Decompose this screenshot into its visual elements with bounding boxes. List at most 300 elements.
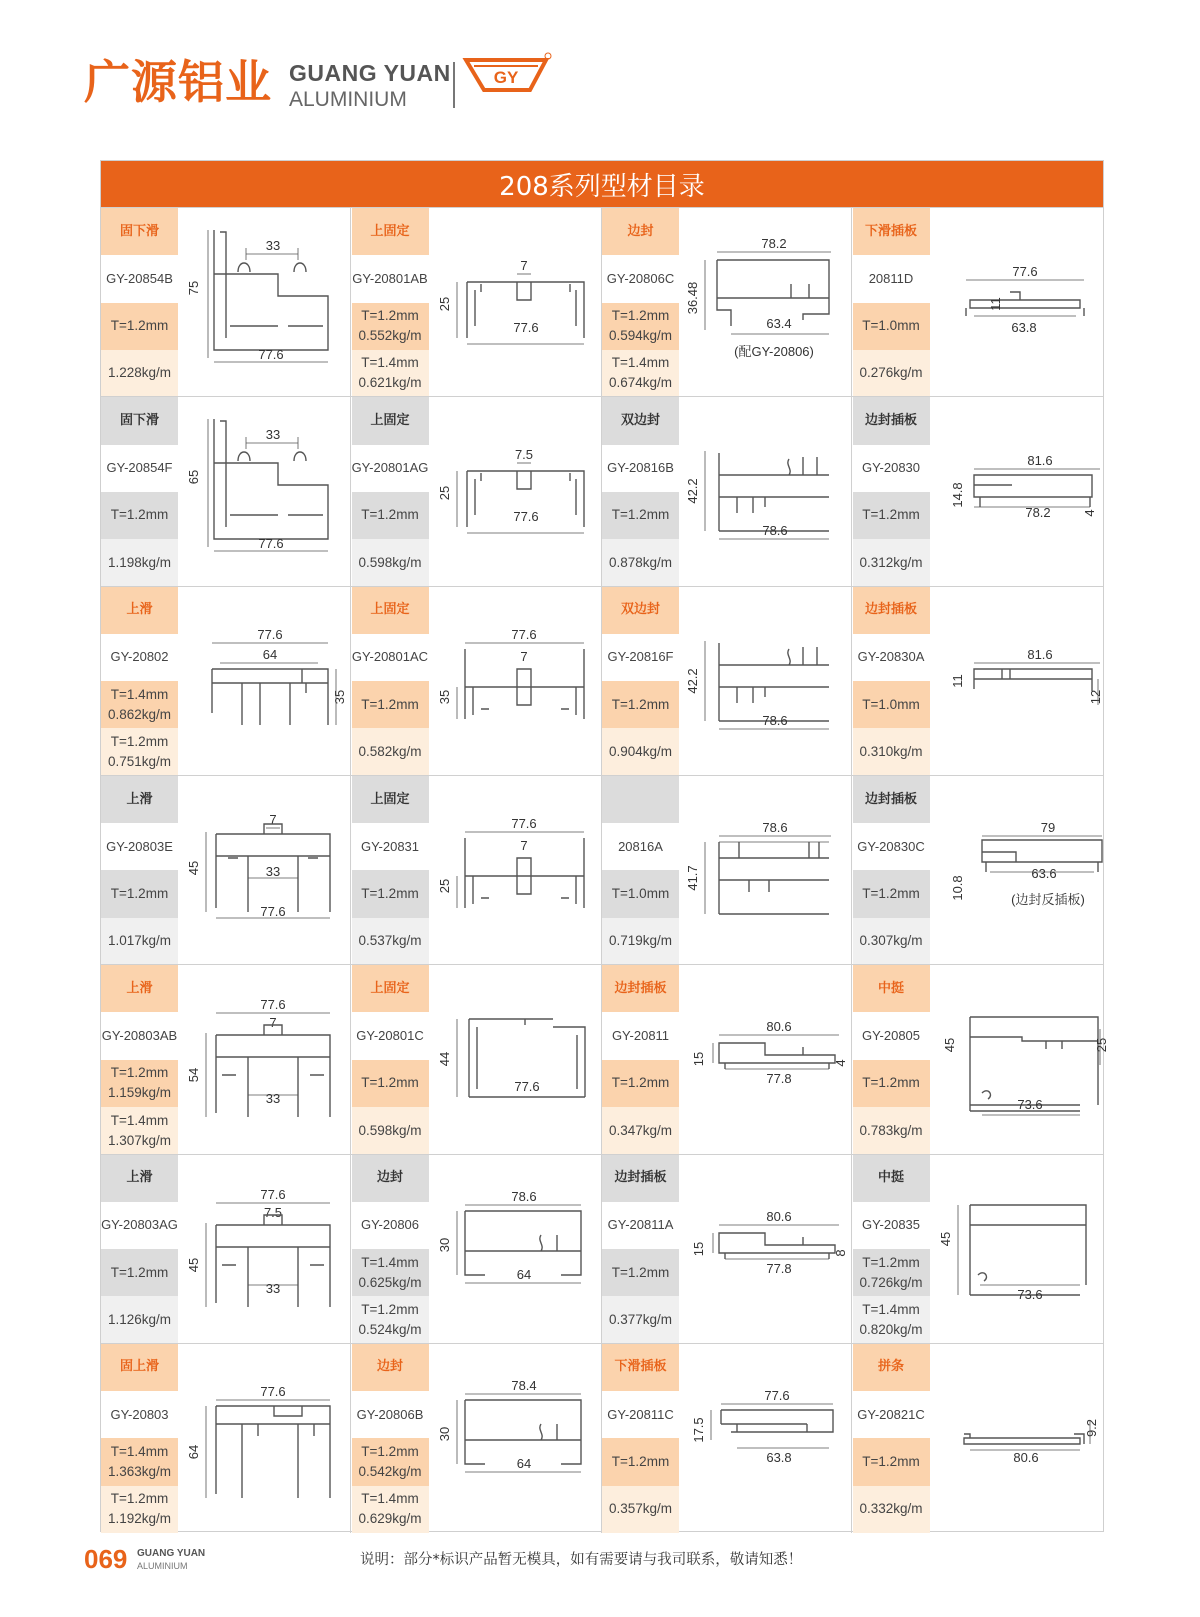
profile-labels <box>853 965 930 1154</box>
svg-text:7: 7 <box>519 837 528 853</box>
catalog-row <box>101 586 1103 775</box>
profile-spec-secondary <box>602 728 679 775</box>
spec-line: 0.719kg/m <box>608 933 673 949</box>
spec-line: 0.904kg/m <box>608 743 673 759</box>
spec-line: T=1.2mm <box>862 1453 920 1469</box>
spec-line: 0.524kg/m <box>358 1321 422 1337</box>
profile-labels <box>352 208 429 397</box>
profile-section-diagram <box>429 1155 601 1344</box>
profile-card <box>853 397 1103 586</box>
profile-drawing <box>679 1155 851 1344</box>
profile-spec-primary <box>853 1249 930 1296</box>
svg-text:77.6: 77.6 <box>260 903 286 919</box>
page-header <box>84 52 604 122</box>
svg-text:25: 25 <box>436 486 452 501</box>
profile-labels <box>853 1344 930 1533</box>
profile-code: GY-20830 <box>853 445 930 492</box>
spec-line: T=1.2mm <box>862 886 920 902</box>
brand-subtitle-en: ALUMINIUM <box>289 88 407 111</box>
profile-card <box>352 208 602 397</box>
profile-spec-primary <box>602 1438 679 1485</box>
svg-text:81.6: 81.6 <box>1026 453 1053 469</box>
profile-card <box>602 1155 852 1344</box>
profile-spec-primary <box>101 1060 178 1107</box>
svg-text:14.8: 14.8 <box>949 482 965 508</box>
profile-name: 固上滑 <box>101 1344 178 1391</box>
spec-line: T=1.2mm <box>110 1491 169 1507</box>
catalog-row <box>101 964 1109 1153</box>
svg-text:77.6: 77.6 <box>513 1079 540 1095</box>
spec-line: 0.537kg/m <box>358 933 422 949</box>
profile-spec-primary <box>101 1438 178 1485</box>
profile-section-diagram <box>178 776 350 965</box>
page-number: 069 <box>84 1544 128 1574</box>
svg-text:25: 25 <box>436 296 452 312</box>
svg-text:81.6: 81.6 <box>1026 646 1053 662</box>
spec-line: 0.598kg/m <box>358 554 422 570</box>
spec-line: T=1.0mm <box>611 886 670 902</box>
spec-line: T=1.2mm <box>361 507 419 523</box>
spec-line: 1.017kg/m <box>107 933 172 949</box>
spec-line: 0.347kg/m <box>608 1122 673 1138</box>
profile-spec-primary <box>602 303 679 350</box>
brand-name-en: GUANG YUAN <box>289 60 451 86</box>
profile-card <box>352 1155 602 1344</box>
spec-line: T=1.2mm <box>611 1264 670 1280</box>
profile-spec-primary <box>853 1060 930 1107</box>
profile-labels <box>602 1155 679 1344</box>
spec-line: 0.878kg/m <box>608 554 673 570</box>
spec-line: T=1.4mm <box>110 1112 169 1128</box>
profile-spec-secondary <box>352 1486 429 1533</box>
profile-spec-primary <box>101 303 178 350</box>
svg-text:64: 64 <box>516 1455 531 1471</box>
svg-text:63.6: 63.6 <box>1030 865 1057 881</box>
profile-labels <box>352 587 429 776</box>
profile-name: 边封 <box>352 1344 429 1391</box>
spec-line: T=1.4mm <box>361 355 419 371</box>
profile-spec-primary <box>853 681 930 728</box>
profile-section-diagram <box>930 1155 1102 1344</box>
svg-text:42.2: 42.2 <box>685 667 700 694</box>
profile-name: 边封插板 <box>853 776 930 823</box>
svg-text:7.5: 7.5 <box>263 1204 283 1220</box>
profile-drawing <box>429 965 601 1154</box>
profile-labels <box>602 1344 679 1533</box>
profile-drawing <box>429 776 601 965</box>
profile-drawing <box>178 397 350 586</box>
profile-section-diagram <box>679 1155 851 1344</box>
svg-text:78.4: 78.4 <box>510 1377 537 1393</box>
profile-spec-primary <box>602 1060 679 1107</box>
spec-line: 1.159kg/m <box>107 1085 172 1101</box>
profile-code: GY-20830C <box>853 823 930 870</box>
footer-brand-sub: ALUMINIUM <box>137 1561 188 1571</box>
svg-text:30: 30 <box>436 1237 452 1252</box>
profile-spec-secondary <box>853 350 930 397</box>
profile-drawing <box>178 776 350 965</box>
profile-spec-primary <box>352 303 429 350</box>
profile-spec-secondary <box>101 1486 178 1533</box>
svg-text:77.6: 77.6 <box>260 1383 286 1399</box>
profile-drawing <box>178 1155 350 1344</box>
svg-text:33: 33 <box>265 863 281 879</box>
profile-name: 下滑插板 <box>602 1344 679 1391</box>
profile-spec-secondary <box>352 539 429 586</box>
profile-labels <box>602 587 679 776</box>
spec-line: T=1.4mm <box>110 686 169 702</box>
profile-labels <box>853 397 930 586</box>
svg-text:4: 4 <box>1081 509 1097 517</box>
profile-drawing <box>429 587 601 776</box>
profile-spec-primary <box>352 1060 429 1107</box>
spec-line: 0.674kg/m <box>608 375 673 391</box>
profile-spec-secondary <box>101 539 178 586</box>
spec-line: T=1.2mm <box>110 1065 169 1081</box>
svg-text:7: 7 <box>269 1015 277 1031</box>
spec-line: 1.198kg/m <box>107 554 172 570</box>
profile-spec-primary <box>602 681 679 728</box>
svg-text:54: 54 <box>186 1067 201 1083</box>
profile-spec-primary <box>602 1249 679 1296</box>
profile-card <box>602 776 852 965</box>
profile-spec-secondary <box>352 1296 429 1343</box>
spec-line: 0.582kg/m <box>358 743 422 759</box>
spec-line: T=1.2mm <box>110 886 169 902</box>
header-divider <box>453 62 455 108</box>
profile-name: 边封 <box>352 1155 429 1202</box>
spec-line: T=1.2mm <box>361 1443 419 1459</box>
svg-text:63.8: 63.8 <box>766 1449 792 1465</box>
profile-drawing <box>679 776 851 965</box>
profile-card <box>352 1344 602 1533</box>
spec-line: T=1.4mm <box>361 1491 419 1507</box>
profile-section-diagram <box>429 587 601 776</box>
profile-spec-secondary <box>352 918 429 965</box>
profile-code: GY-20805 <box>853 1012 930 1059</box>
svg-text:63.8: 63.8 <box>1010 320 1037 335</box>
profile-name: 拼条 <box>853 1344 930 1391</box>
profile-drawing <box>178 587 350 776</box>
profile-section-diagram <box>679 587 851 776</box>
svg-text:9.2: 9.2 <box>1083 1418 1099 1437</box>
profile-section-diagram <box>178 965 350 1154</box>
svg-text:41.7: 41.7 <box>685 865 700 891</box>
profile-spec-secondary <box>101 918 178 965</box>
svg-text:77.8: 77.8 <box>766 1260 792 1276</box>
profile-spec-primary <box>352 492 429 539</box>
spec-line: T=1.2mm <box>110 507 169 523</box>
profile-code: 20816A <box>602 823 679 870</box>
profile-drawing <box>429 397 601 586</box>
spec-line: 0.310kg/m <box>859 743 923 759</box>
profile-code: GY-20831 <box>352 823 429 870</box>
svg-text:78.6: 78.6 <box>762 712 788 728</box>
spec-line: 0.726kg/m <box>859 1274 923 1290</box>
spec-line: T=1.4mm <box>862 1301 920 1317</box>
profile-name <box>602 776 679 823</box>
profile-code: GY-20835 <box>853 1202 930 1249</box>
profile-section-diagram <box>679 965 851 1154</box>
profile-code: GY-20806 <box>352 1202 429 1249</box>
profile-code: GY-20803AB <box>101 1012 178 1059</box>
profile-spec-secondary <box>101 1107 178 1154</box>
profile-card <box>853 776 1103 965</box>
spec-line: 1.307kg/m <box>107 1132 172 1148</box>
catalog-row <box>101 1343 1103 1532</box>
profile-labels <box>101 1155 178 1344</box>
spec-line: T=1.2mm <box>110 1264 169 1280</box>
spec-line: 1.363kg/m <box>107 1463 172 1479</box>
profile-card <box>101 965 351 1154</box>
spec-line: T=1.0mm <box>862 318 920 334</box>
profile-spec-secondary <box>853 1107 930 1154</box>
profile-code: GY-20806B <box>352 1391 429 1438</box>
svg-text:77.6: 77.6 <box>764 1387 790 1403</box>
profile-spec-secondary <box>352 1107 429 1154</box>
svg-text:44: 44 <box>436 1051 452 1067</box>
profile-labels <box>101 965 178 1154</box>
profile-name: 固下滑 <box>101 208 178 255</box>
profile-card <box>101 587 351 776</box>
profile-code: GY-20830A <box>853 634 930 681</box>
spec-line: T=1.2mm <box>611 1075 670 1091</box>
profile-card <box>602 208 852 397</box>
svg-text:45: 45 <box>937 1231 953 1246</box>
spec-line: T=1.2mm <box>611 1453 670 1469</box>
profile-labels <box>101 397 178 586</box>
spec-line: 0.552kg/m <box>358 328 422 344</box>
profile-spec-secondary <box>602 918 679 965</box>
profile-name: 双边封 <box>602 587 679 634</box>
catalog-row <box>101 207 1103 396</box>
profile-labels <box>101 587 178 776</box>
profile-labels <box>853 208 930 397</box>
profile-spec-secondary <box>602 539 679 586</box>
profile-labels <box>853 587 930 776</box>
spec-line: T=1.2mm <box>611 507 670 523</box>
spec-line: T=1.2mm <box>110 318 169 334</box>
profile-spec-primary <box>853 303 930 350</box>
spec-line: 0.542kg/m <box>358 1463 422 1479</box>
svg-text:78.6: 78.6 <box>510 1188 537 1204</box>
profile-spec-secondary <box>602 1107 679 1154</box>
profile-drawing <box>679 208 851 397</box>
svg-text:77.8: 77.8 <box>766 1071 792 1087</box>
spec-line: T=1.2mm <box>361 1075 419 1091</box>
spec-line: T=1.2mm <box>611 308 670 324</box>
spec-line: 0.276kg/m <box>859 365 923 381</box>
profile-card <box>352 776 602 965</box>
svg-text:11: 11 <box>949 673 965 688</box>
spec-line: T=1.4mm <box>361 1254 419 1270</box>
spec-line: 0.621kg/m <box>358 375 422 391</box>
profile-drawing <box>679 587 851 776</box>
svg-text:75: 75 <box>186 280 201 296</box>
spec-line: 1.228kg/m <box>107 365 172 381</box>
svg-text:77.6: 77.6 <box>260 1186 286 1202</box>
profile-name: 上固定 <box>352 776 429 823</box>
profile-drawing <box>178 208 350 397</box>
profile-code: GY-20801AC <box>352 634 429 681</box>
profile-section-diagram <box>930 208 1102 397</box>
profile-card <box>101 1155 351 1344</box>
profile-code: GY-20801C <box>352 1012 429 1059</box>
profile-name: 边封插板 <box>602 1155 679 1202</box>
profile-spec-secondary <box>602 350 679 397</box>
svg-text:4: 4 <box>833 1059 848 1067</box>
spec-line: 1.126kg/m <box>107 1311 172 1327</box>
svg-text:77.6: 77.6 <box>512 509 539 525</box>
profile-name: 边封 <box>602 208 679 255</box>
spec-line: 0.357kg/m <box>608 1501 673 1517</box>
spec-line: T=1.2mm <box>611 696 670 712</box>
profile-code: GY-20816F <box>602 634 679 681</box>
profile-name: 上滑 <box>101 965 178 1012</box>
profile-section-diagram <box>930 965 1109 1154</box>
profile-drawing <box>178 965 350 1154</box>
svg-text:15: 15 <box>691 1051 706 1067</box>
profile-labels <box>101 776 178 965</box>
svg-text:73.6: 73.6 <box>1016 1286 1043 1302</box>
profile-name: 上滑 <box>101 776 178 823</box>
profile-code: GY-20811 <box>602 1012 679 1059</box>
profile-section-diagram <box>429 776 601 965</box>
profile-spec-secondary <box>101 1296 178 1343</box>
profile-section-diagram <box>679 1344 851 1533</box>
spec-line: 0.307kg/m <box>859 933 923 949</box>
brand-name-cn: 广源铝业 <box>84 55 272 109</box>
profile-code: GY-20821C <box>853 1391 930 1438</box>
profile-section-diagram <box>178 1344 350 1533</box>
profile-labels <box>853 1155 930 1344</box>
svg-text:30: 30 <box>436 1426 452 1442</box>
spec-line: 0.332kg/m <box>859 1501 923 1517</box>
profile-labels <box>602 965 679 1154</box>
profile-section-diagram <box>178 397 350 586</box>
profile-name: 中挺 <box>853 1155 930 1202</box>
catalog-row <box>101 396 1103 585</box>
profile-section-diagram <box>429 208 601 397</box>
spec-line: T=1.2mm <box>361 1301 419 1317</box>
profile-code: GY-20811C <box>602 1391 679 1438</box>
profile-labels <box>352 965 429 1154</box>
svg-text:64: 64 <box>186 1444 201 1460</box>
profile-code: GY-20801AB <box>352 255 429 302</box>
profile-code: 20811D <box>853 255 930 302</box>
profile-card <box>101 776 351 965</box>
svg-text:80.6: 80.6 <box>766 1208 792 1224</box>
profile-name: 边封插板 <box>853 587 930 634</box>
profile-drawing <box>930 1155 1102 1344</box>
profile-spec-secondary <box>352 728 429 775</box>
spec-line: 1.192kg/m <box>107 1511 172 1527</box>
profile-name: 双边封 <box>602 397 679 444</box>
profile-section-diagram <box>178 587 350 776</box>
spec-line: 0.598kg/m <box>358 1122 422 1138</box>
profile-name: 下滑插板 <box>853 208 930 255</box>
profile-spec-primary <box>101 492 178 539</box>
profile-section-diagram <box>429 397 601 586</box>
profile-drawing <box>429 208 601 397</box>
spec-line: T=1.2mm <box>110 733 169 749</box>
spec-line: 0.862kg/m <box>107 706 172 722</box>
svg-text:11: 11 <box>987 297 1003 311</box>
profile-card <box>853 208 1103 397</box>
svg-text:35: 35 <box>332 689 347 704</box>
profile-spec-secondary <box>853 1296 930 1343</box>
svg-text:45: 45 <box>186 1257 201 1272</box>
profile-drawing <box>930 397 1102 586</box>
profile-spec-primary <box>602 492 679 539</box>
spec-line: 0.594kg/m <box>608 328 673 344</box>
svg-text:77.6: 77.6 <box>510 626 537 642</box>
spec-line: 0.783kg/m <box>859 1122 923 1138</box>
footer-brand: GUANG YUAN <box>137 1548 206 1559</box>
profile-spec-primary <box>352 1249 429 1296</box>
catalog-row <box>101 1154 1103 1343</box>
profile-drawing <box>178 1344 350 1533</box>
svg-text:78.6: 78.6 <box>762 523 788 539</box>
profile-drawing <box>679 1344 851 1533</box>
profile-labels <box>352 1155 429 1344</box>
spec-line: 0.625kg/m <box>358 1274 422 1290</box>
svg-text:42.2: 42.2 <box>685 478 700 504</box>
profile-section-diagram <box>930 1344 1102 1533</box>
svg-text:(边封反插板): (边封反插板) <box>1010 891 1085 907</box>
profile-name: 边封插板 <box>853 397 930 444</box>
spec-line: 0.820kg/m <box>859 1321 923 1337</box>
profile-spec-primary <box>352 681 429 728</box>
profile-section-diagram <box>930 397 1102 586</box>
profile-spec-primary <box>853 492 930 539</box>
profile-drawing <box>930 965 1109 1154</box>
profile-card <box>602 965 852 1154</box>
spec-line: T=1.2mm <box>361 886 419 902</box>
profile-drawing <box>930 776 1102 965</box>
svg-text:77.6: 77.6 <box>258 536 284 552</box>
spec-line: T=1.2mm <box>862 1075 920 1091</box>
profile-code: GY-20802 <box>101 634 178 681</box>
profile-spec-secondary <box>602 1486 679 1533</box>
footer-note: 说明：部分*标识产品暂无模具，如有需要请与我司联系，敬请知悉！ <box>360 1552 803 1568</box>
svg-text:77.6: 77.6 <box>258 347 284 362</box>
profile-card <box>853 965 1109 1154</box>
profile-spec-primary <box>602 870 679 917</box>
spec-line: T=1.4mm <box>611 355 670 371</box>
profile-labels <box>602 208 679 397</box>
profile-labels <box>101 208 178 397</box>
profile-spec-secondary <box>101 350 178 397</box>
svg-text:64: 64 <box>262 646 278 662</box>
profile-labels <box>352 397 429 586</box>
profile-card <box>101 208 351 397</box>
svg-text:77.6: 77.6 <box>257 626 283 642</box>
svg-text:7: 7 <box>519 258 528 273</box>
profile-catalog <box>100 160 1109 1532</box>
profile-spec-secondary <box>853 728 930 775</box>
spec-line: T=1.2mm <box>862 507 920 523</box>
svg-text:7: 7 <box>519 648 528 664</box>
profile-name: 上固定 <box>352 587 429 634</box>
profile-card <box>853 1155 1103 1344</box>
svg-text:12: 12 <box>1087 689 1103 704</box>
profile-code: GY-20816B <box>602 445 679 492</box>
profile-labels <box>352 776 429 965</box>
spec-line: T=1.2mm <box>361 308 419 324</box>
profile-code: GY-20854F <box>101 445 178 492</box>
catalog-row <box>101 775 1103 964</box>
